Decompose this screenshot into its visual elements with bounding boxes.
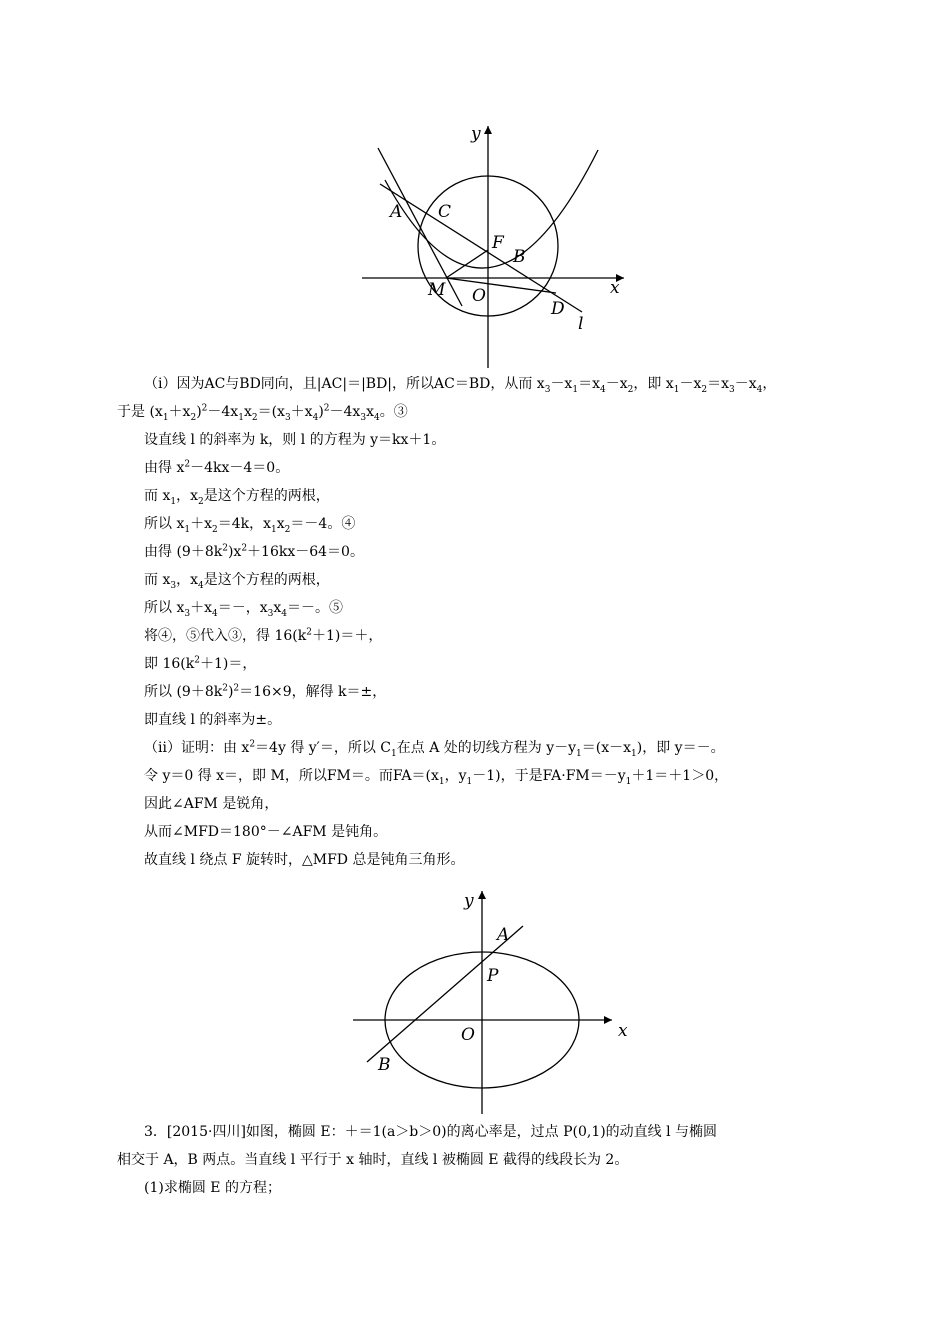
label-l: l <box>578 314 584 334</box>
tangent-line <box>378 148 462 306</box>
text-line: 故直线 l 绕点 F 旋转时，△MFD 总是钝角三角形。 <box>144 852 465 868</box>
text-line: 3．[2015·四川]如图，椭圆 E：＋＝1(a＞b＞0)的离心率是，过点 P(0,1)的动直线 l 与椭圆 <box>144 1124 718 1140</box>
text-line: 所以 $x_1+x_2=4k$，$x_1x_2=-4$。④ <box>144 516 356 535</box>
text-line: 而 $x_3$，$x_4$是这个方程的两根， <box>144 572 330 591</box>
label-b: B <box>378 1055 391 1075</box>
label-b: B <box>513 247 526 267</box>
text-line: 由得 $(9+8k^2)x^2+16kx-64=0$。 <box>144 543 364 560</box>
text-line: 即 $16(k^2+1)=$， <box>144 655 257 672</box>
segment-mf <box>446 250 488 278</box>
label-x: x <box>618 1021 628 1041</box>
text-line: 从而∠MFD＝180°－∠AFM 是钝角。 <box>144 824 388 840</box>
text-line: 所以 $(9+8k^2)^2=16\times 9$，解得 k＝±， <box>144 683 387 700</box>
text-line: 即直线 l 的斜率为±。 <box>144 712 282 728</box>
text-line: 而 $x_1$，$x_2$是这个方程的两根， <box>144 488 330 507</box>
label-c: C <box>438 202 452 222</box>
label-a: A <box>497 925 510 945</box>
text-line: (1)求椭圆 E 的方程； <box>144 1180 281 1196</box>
text-line: （ⅱ）证明：由 $x^2=4y$ 得 y′＝，所以 $C_1$在点 A 处的切线方程为 $y-y_1=(x-x_1)$，即 y＝－。 <box>144 739 725 759</box>
figure-parabola-circle <box>340 110 640 372</box>
text-line: 于是 $(x_1+x_2)^2-4x_1x_2=(x_3+x_4)^2-4x_3x_4$。③ <box>117 403 408 423</box>
label-x: x <box>610 278 620 298</box>
text-line: 将④，⑤代入③，得 $16(k^2+1)=+$， <box>144 627 383 644</box>
line-ab <box>367 926 523 1062</box>
label-f: F <box>492 233 504 253</box>
label-o: O <box>472 286 486 306</box>
problem-text <box>117 1118 847 1202</box>
solution-text <box>117 370 847 874</box>
label-o: O <box>461 1025 475 1045</box>
figure-ellipse <box>350 885 640 1117</box>
label-y: y <box>471 124 481 144</box>
text-line: （ⅰ）因为AC与BD同向，且|AC|＝|BD|，所以AC＝BD，从而 $x_3-x_1=x_4-x_2$，即 $x_1-x_2=x_3-x_4$， <box>144 376 777 395</box>
label-d: D <box>551 299 565 319</box>
text-line: 由得 $x^2-4kx-4=0$。 <box>144 459 290 476</box>
text-line: 因此∠AFM 是锐角， <box>144 796 279 812</box>
label-y: y <box>464 891 474 911</box>
text-line: 所以 $x_3+x_4=-$，$x_3x_4=-$。⑤ <box>144 600 344 619</box>
label-m: M <box>428 280 446 300</box>
text-line: 设直线 l 的斜率为 k，则 l 的方程为 y＝kx＋1。 <box>144 432 446 448</box>
label-p: P <box>487 966 499 986</box>
text-line: 令 y＝0 得 x＝，即 M，所以FM＝。而$FA=(x_1$，$y_1-1$)，于是$FA\cdot FM=-y_1+1=+1>0$， <box>144 768 729 787</box>
text-line: 相交于 A，B 两点。当直线 l 平行于 x 轴时，直线 l 被椭圆 E 截得的线段长为 2。 <box>117 1152 629 1168</box>
label-a: A <box>390 202 403 222</box>
